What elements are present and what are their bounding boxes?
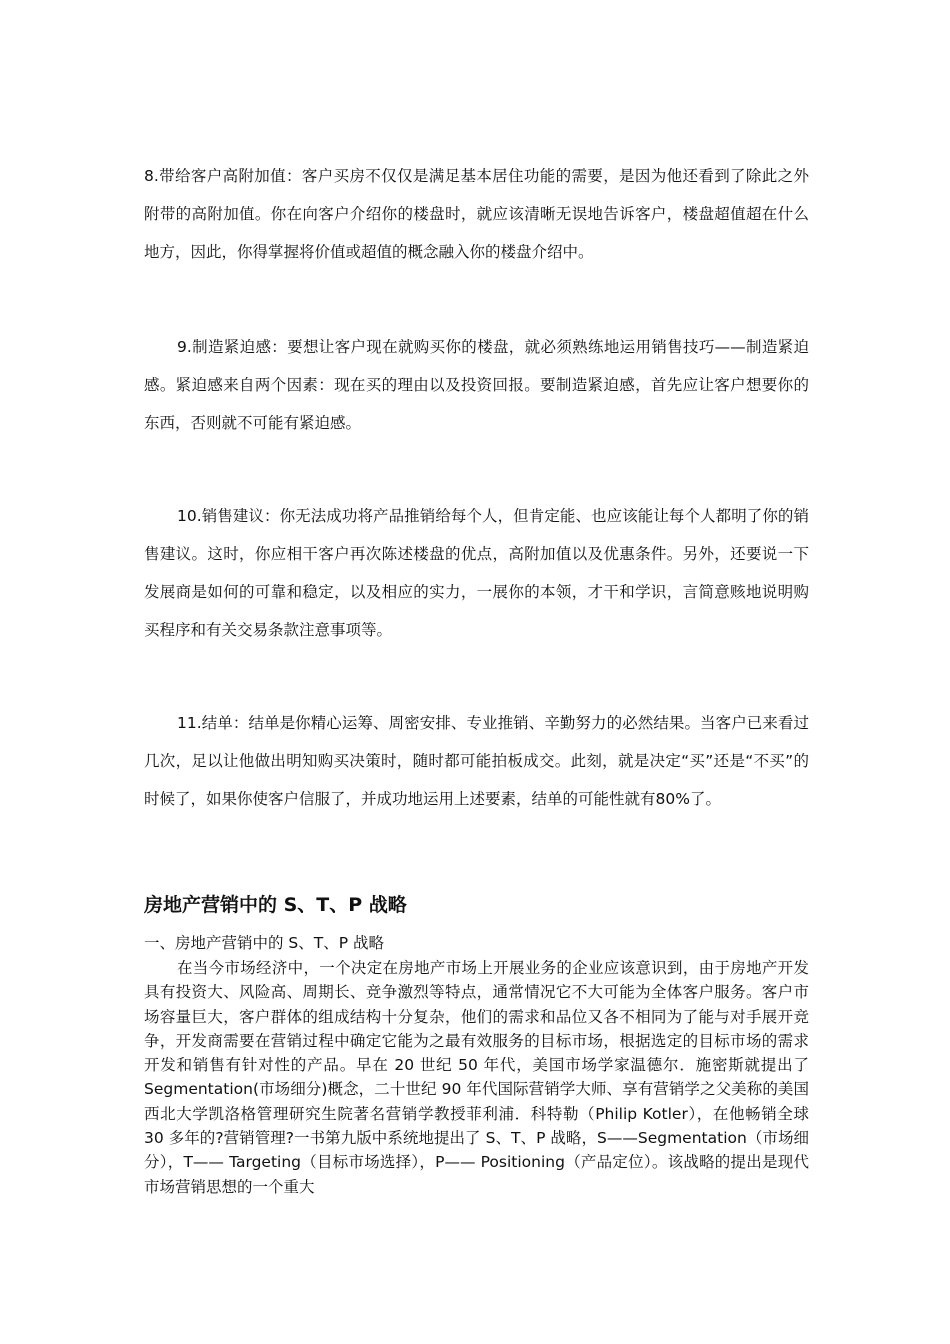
section-subheading: 一、房地产营销中的 S、T、P 战略 (144, 934, 385, 952)
paragraph-item-9: 9.制造紧迫感：要想让客户现在就购买你的楼盘，就必须熟练地运用销售技巧——制造紧迫感。紧迫感来自两个因素：现在买的理由以及投资回报。要制造紧迫感，首先应让客户想要你的东西，否则就不可能有紧迫感。 (144, 338, 809, 432)
paragraph-item-11: 11.结单：结单是你精心运筹、周密安排、专业推销、辛勤努力的必然结果。当客户已来看过几次，足以让他做出明知购买决策时，随时都可能拍板成交。此刻，就是决定“买”还是“不买”的时候了，如果你使客户信服了，并成功地运用上述要素，结单的可能性就有80%了。 (144, 714, 809, 808)
section-body-paragraph: 在当今市场经济中，一个决定在房地产市场上开展业务的企业应该意识到，由于房地产开发具有投资大、风险高、周期长、竞争激烈等特点，通常情况它不大可能为全体客户服务。客户市场容量巨大，客户群体的组成结构十分复杂，他们的需求和品位又各不相同为了能与对手展开竞争，开发商需要在营销过程中确定它能为之最有效服务的目标市场，根据选定的目标市场的需求开发和销售有针对性的产品。早在 20 世纪 50 年代，美国市场学家温德尔．施密斯就提出了 Segmentation(市场细分)概念，二十世纪 90 年代国际营销学大师、享有营销学之父美称的美国西北大学凯洛格管理研究生院著名营销学教授菲利浦．科特勒（Philip Kotler），在他畅销全球 30 多年的?营销管理?一书第九版中系统地提出了 S、T、P 战略，S——Segmentation（市场细分），T—— Targeting（目标市场选择），P—— Positioning（产品定位）。该战略的提出是现代市场营销思想的一个重大 (144, 959, 809, 1196)
paragraph-item-10: 10.销售建议：你无法成功将产品推销给每个人，但肯定能、也应该能让每个人都明了你的销售建议。这时，你应相干客户再次陈述楼盘的优点，高附加值以及优惠条件。另外，还要说一下发展商是如何的可靠和稳定，以及相应的实力，一展你的本领，才干和学识，言简意赅地说明购买程序和有关交易条款注意事项等。 (144, 507, 809, 639)
section-heading: 房地产营销中的 S、T、P 战略 (144, 894, 407, 916)
paragraph-item-8: 8.带给客户高附加值：客户买房不仅仅是满足基本居住功能的需要，是因为他还看到了除此之外附带的高附加值。你在向客户介绍你的楼盘时，就应该清晰无误地告诉客户，楼盘超值超在什么地方，因此，你得掌握将价值或超值的概念融入你的楼盘介绍中。 (144, 167, 809, 261)
